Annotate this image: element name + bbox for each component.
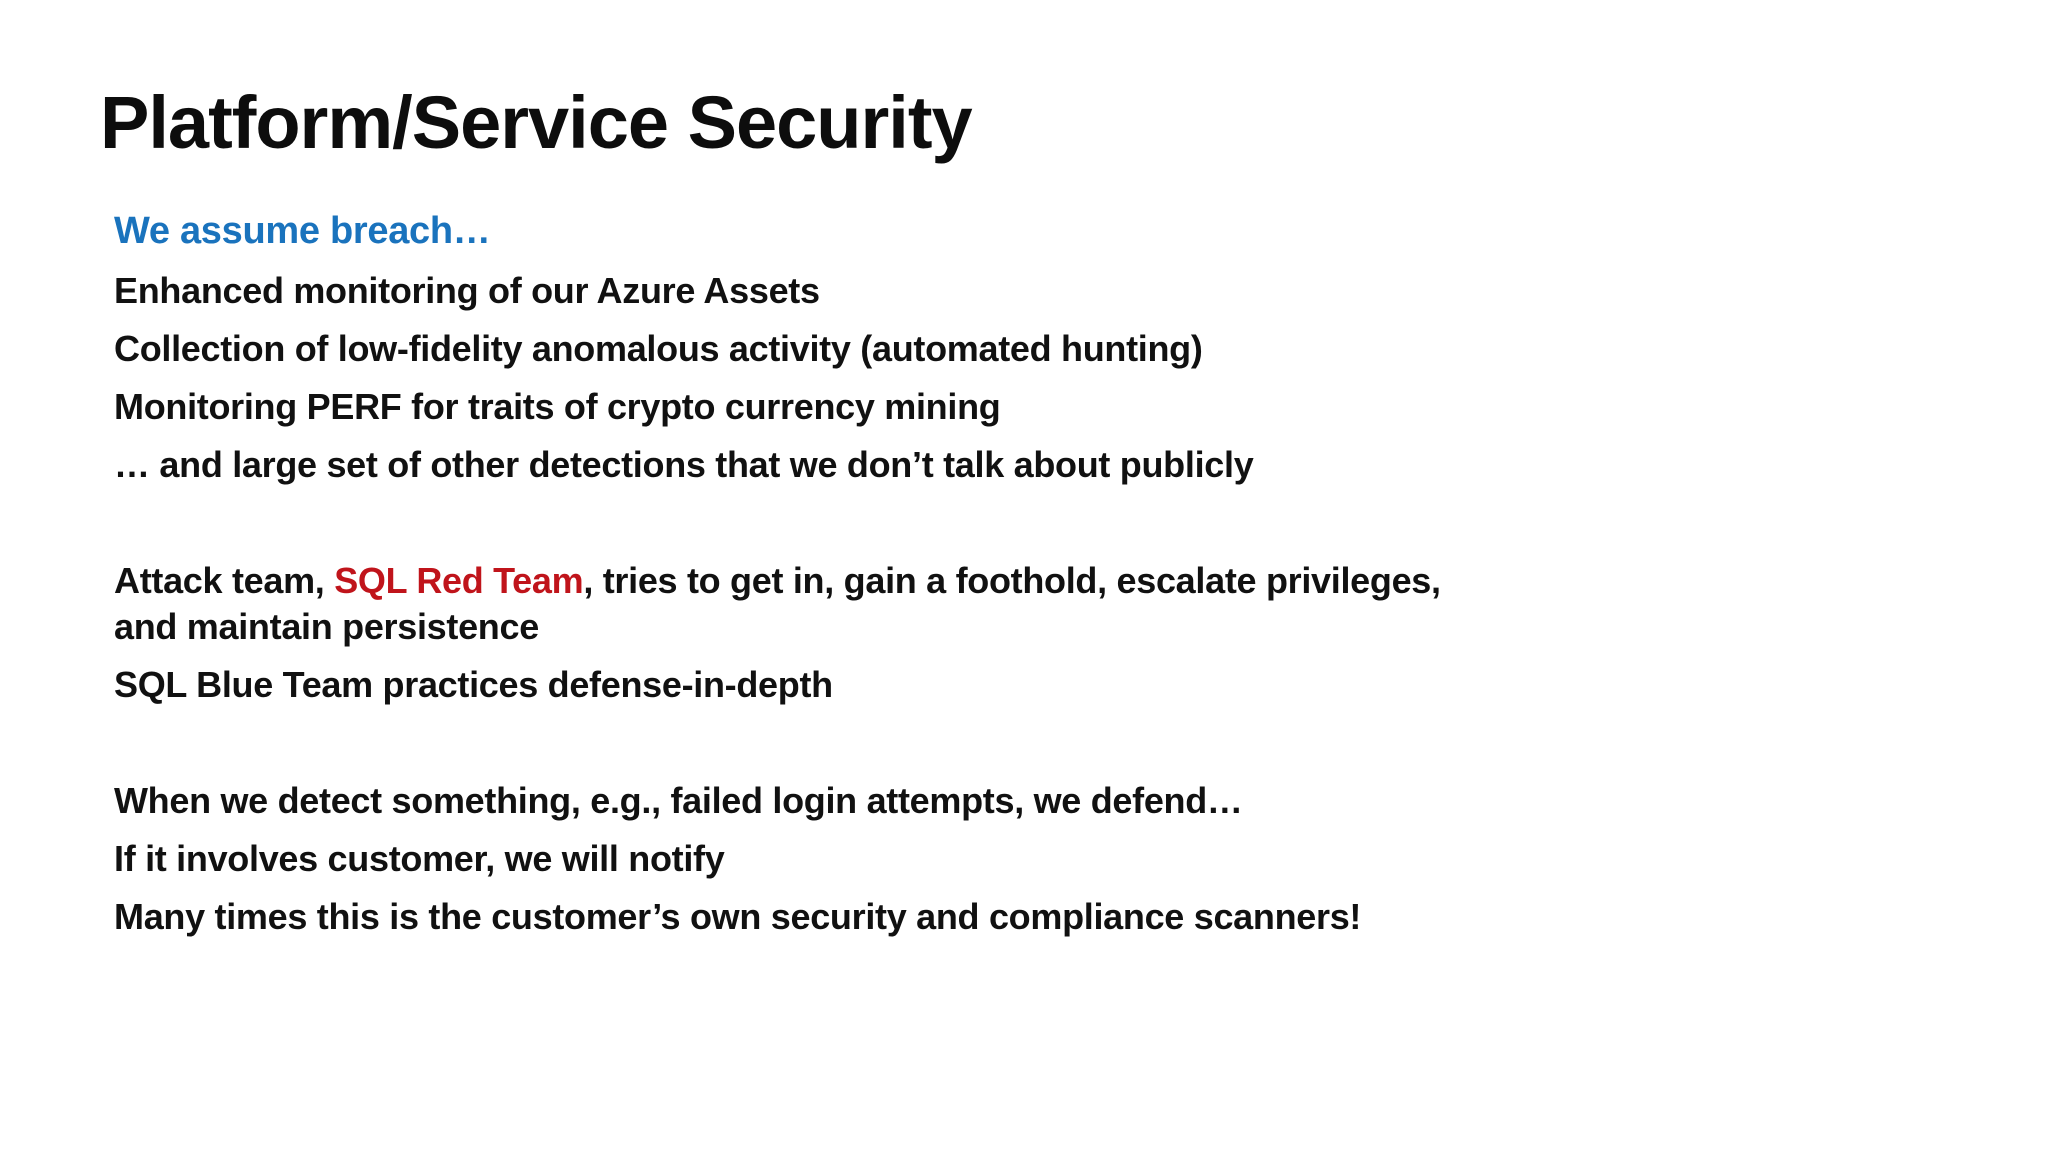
slide-title: Platform/Service Security — [100, 81, 972, 164]
blue-team-line: SQL Blue Team practices defense-in-depth — [114, 664, 833, 705]
assume-breach-subhead: We assume breach… — [114, 210, 491, 252]
response-line-2: If it involves customer, we will notify — [114, 838, 725, 879]
response-line-3: Many times this is the customer’s own security and compliance scanners! — [114, 896, 1362, 937]
monitoring-line-3: Monitoring PERF for traits of crypto currency mining — [114, 386, 1001, 427]
slide-body — [114, 208, 1514, 952]
response-line-1: When we detect something, e.g., failed login attempts, we defend… — [114, 780, 1243, 821]
monitoring-line-2: Collection of low-fidelity anomalous activity (automated hunting) — [114, 328, 1203, 369]
monitoring-line-4: … and large set of other detections that we don’t talk about publicly — [114, 444, 1254, 485]
attack-team-prefix: Attack team, — [114, 560, 335, 601]
attack-team-suffix: , tries to get in, gain a foothold, escalate privileges, — [583, 560, 1441, 601]
monitoring-line-1: Enhanced monitoring of our Azure Assets — [114, 270, 820, 311]
red-team-highlight: SQL Red Team — [334, 560, 584, 601]
attack-team-line — [114, 558, 1514, 650]
attack-team-continuation: and maintain persistence — [114, 606, 539, 647]
